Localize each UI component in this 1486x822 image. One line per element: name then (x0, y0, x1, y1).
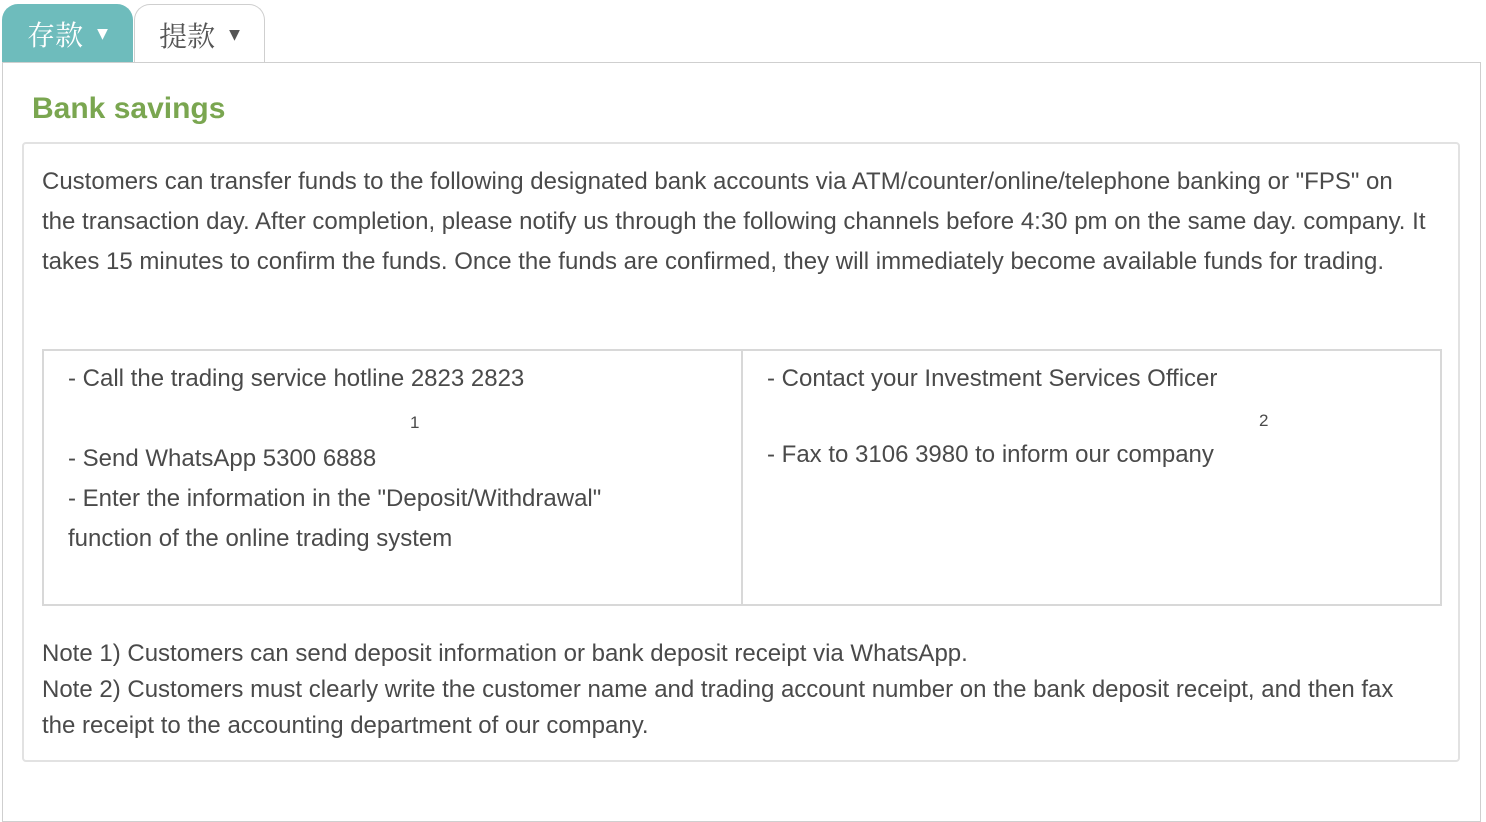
notes-section (42, 636, 1432, 744)
note-1: Note 1) Customers can send deposit information or bank deposit receipt via WhatsApp. (42, 640, 968, 667)
hotline-text: - Call the trading service hotline 2823 2823 (68, 365, 525, 392)
whatsapp-text: - Send WhatsApp 5300 6888 (68, 445, 377, 472)
intro-paragraph: Customers can transfer funds to the following designated bank accounts via ATM/counter/online/telephone banking or "FPS" on the transaction day. After completion, please notify us through the following channels before 4:30 pm on the same day. company. It takes 15 minutes to confirm the funds. Once the funds are confirmed, they will immediately become available funds for trading. (42, 168, 1426, 275)
tab-withdrawal-label: 提款 (159, 19, 216, 53)
channels-left-cell (44, 351, 743, 604)
fax-text: - Fax to 3106 3980 to inform our company (767, 441, 1214, 468)
chevron-down-icon: ▼ (97, 25, 108, 42)
tab-deposit-label: 存款 (27, 18, 84, 52)
notification-channels-table (42, 349, 1442, 606)
channels-right-cell (743, 351, 1440, 604)
online-system-text: - Enter the information in the "Deposit/Withdrawal" function of the online trading system (68, 485, 602, 552)
officer-text: - Contact your Investment Services Officer (767, 365, 1218, 392)
chevron-down-icon: ▼ (229, 26, 240, 43)
section-title: Bank savings (32, 92, 226, 125)
superscript-1: 1 (410, 413, 420, 432)
tab-deposit[interactable] (2, 4, 133, 62)
superscript-2: 2 (1259, 411, 1269, 430)
tab-bar (2, 4, 1482, 64)
note-2: Note 2) Customers must clearly write the customer name and trading account number on the bank deposit receipt, and then fax the receipt to the accounting department of our company. (42, 676, 1394, 739)
tab-withdrawal[interactable] (134, 4, 265, 64)
